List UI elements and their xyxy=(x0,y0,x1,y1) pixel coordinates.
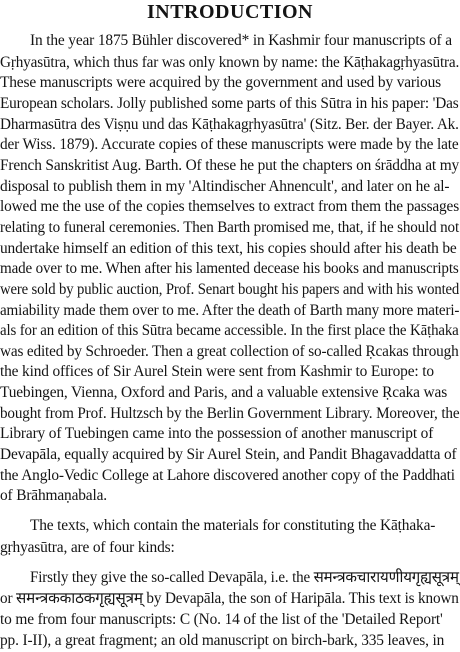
page-title: INTRODUCTION xyxy=(146,1,314,23)
text-line: In the year 1875 Bühler discovered* in Kashmir four manuscripts of a xyxy=(30,32,452,49)
text-line: der Wiss. 1879). Accurate copies of these manuscripts were made by the late xyxy=(0,136,459,153)
text-line: European scholars. Jolly published some parts of this Sūtra in his paper: 'Das xyxy=(0,95,459,112)
text-line: French Sanskritist Aug. Barth. Of these he put the chapters on śrāddha at my xyxy=(0,157,460,174)
text-line: undertake himself an edition of this text, his copies should after his death be xyxy=(0,240,457,257)
text-line: of Brāhmaṇabala. xyxy=(0,487,107,504)
text-line: Library of Tuebingen came into the possession of another manuscript of xyxy=(0,425,434,442)
text-line: Gṛhyasūtra, which thus far was only known by name: the Kāṭhakagṛhyasūtra. xyxy=(0,54,460,71)
text-line: bought from Prof. Hultzsch by the Berlin Government Library. Moreover, the xyxy=(0,405,460,422)
text-line: Firstly they give the so-called Devapāla, i.e. the समन्त्रकचारायणीयगृह्यसूत्रम् xyxy=(30,569,459,586)
text-line: lowed me the use of the copies themselves to extract from them the passages xyxy=(0,198,460,215)
text-line: pp. I-II), a great fragment; an old manuscript on birch-bark, 335 leaves, in xyxy=(0,632,445,649)
text-line: was edited by Schroeder. Then a great collection of so-called Ṛcakas through xyxy=(0,343,459,360)
text-line: the kind offices of Sir Aurel Stein were sent from Kashmir to Europe: to xyxy=(0,363,434,380)
text-line: Devapāla, equally acquired by Sir Aurel Stein, and Pandit Bhagavaddatta of xyxy=(0,446,457,463)
text-line: als for an edition of this Sūtra became accessible. In the first place the Kāṭhaka xyxy=(0,322,459,339)
text-line: the Anglo-Vedic College at Lahore discovered another copy of the Paddhati xyxy=(0,467,455,484)
text-line: relating to funeral ceremonies. Then Barth promised me, that, if he should not xyxy=(0,219,459,236)
text-line: gṛhyasūtra, are of four kinds: xyxy=(0,539,175,556)
text-line: Dharmasūtra des Viṣṇu und das Kāṭhakagṛhyasūtra' (Sitz. Ber. der Bayer. Ak. xyxy=(0,116,459,133)
text-line: The texts, which contain the materials for constituting the Kāṭhaka- xyxy=(30,517,436,534)
text-line: were sold by public auction, Prof. Senart bought his papers and with his wonted xyxy=(0,281,460,298)
text-line: or समन्त्रककाठकगृह्यसूत्रम् by Devapāla, the son of Haripāla. This text is known xyxy=(0,590,459,607)
text-line: These manuscripts were acquired by the government and used by various xyxy=(0,74,441,91)
text-line: to me from four manuscripts: C (No. 14 of the list of the 'Detailed Report' xyxy=(0,611,443,628)
text-line: made over to me. When after his lamented decease his books and manuscripts xyxy=(0,260,459,277)
text-line: Tuebingen, Vienna, Oxford and Paris, and a valuable extensive Ṛcaka was xyxy=(0,384,448,401)
text-line: amiability made them over to me. After the death of Barth many more materi- xyxy=(0,302,460,319)
text-line: disposal to publish them in my 'Altindischer Ahnencult', and later on he al- xyxy=(0,178,450,195)
